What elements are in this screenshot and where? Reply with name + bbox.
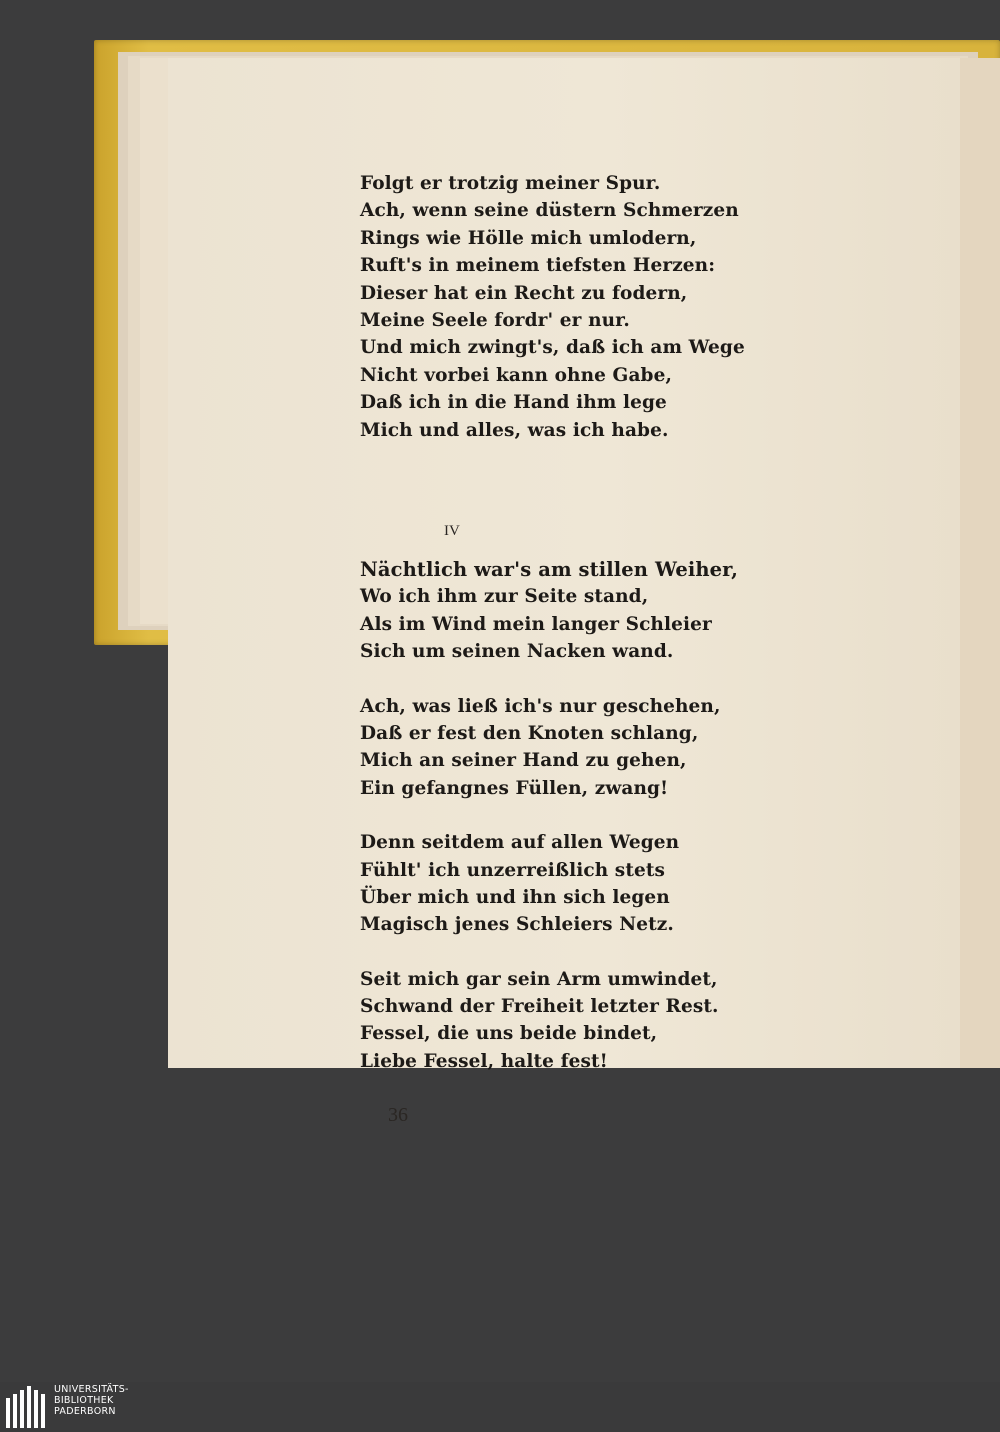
poem-line: Magisch jenes Schleiers Netz. xyxy=(360,914,674,936)
poem-line: Daß ich in die Hand ihm lege xyxy=(360,392,667,414)
poem-line: Ach, wenn seine düstern Schmerzen xyxy=(360,200,739,222)
poem-line: Nächtlich war's am stillen Weiher, xyxy=(360,558,738,581)
poem-line: Denn seitdem auf allen Wegen xyxy=(360,832,680,854)
poem-line: Meine Seele fordr' er nur. xyxy=(360,309,630,331)
library-logo-icon xyxy=(6,1384,46,1428)
library-name-line: UNIVERSITÄTS- xyxy=(54,1384,129,1395)
stanza xyxy=(360,966,719,1076)
poem-line: Ach, was ließ ich's nur geschehen, xyxy=(360,695,721,717)
poem-line: Nicht vorbei kann ohne Gabe, xyxy=(360,364,672,386)
footer-bar xyxy=(0,1382,1000,1432)
stanza xyxy=(360,829,690,939)
library-name xyxy=(54,1384,129,1417)
poem-line: Daß er fest den Knoten schlang, xyxy=(360,722,699,744)
poem-iv-block xyxy=(360,556,738,1075)
library-name-line: BIBLIOTHEK xyxy=(54,1395,114,1406)
facing-page-edge xyxy=(960,58,1000,1068)
poem-line: Wo ich ihm zur Seite stand, xyxy=(360,586,649,608)
poem-line: Sich um seinen Nacken wand. xyxy=(360,641,674,663)
poem-top-stanza xyxy=(360,170,745,444)
poem-line: Fühlt' ich unzerreißlich stets xyxy=(360,859,665,881)
poem-line: Rings wie Hölle mich umlodern, xyxy=(360,227,697,249)
poem-line: Ruft's in meinem tiefsten Herzen: xyxy=(360,255,716,277)
poem-line: Und mich zwingt's, daß ich am Wege xyxy=(360,337,745,359)
stanza xyxy=(360,693,721,803)
poem-text-block xyxy=(360,170,745,444)
stanza xyxy=(360,556,738,666)
poem-line: Mich und alles, was ich habe. xyxy=(360,419,669,441)
poem-line: Schwand der Freiheit letzter Rest. xyxy=(360,996,719,1018)
poem-line: Seit mich gar sein Arm umwindet, xyxy=(360,968,718,990)
poem-line: Mich an seiner Hand zu gehen, xyxy=(360,750,687,772)
library-name-line: PADERBORN xyxy=(54,1406,116,1417)
poem-line: Fessel, die uns beide bindet, xyxy=(360,1023,658,1045)
poem-line: Über mich und ihn sich legen xyxy=(360,886,670,908)
page-number: 36 xyxy=(388,1104,408,1126)
poem-line: Liebe Fessel, halte fest! xyxy=(360,1050,608,1072)
section-numeral: IV xyxy=(444,523,460,539)
poem-line: Dieser hat ein Recht zu fodern, xyxy=(360,282,688,304)
poem-line: Als im Wind mein langer Schleier xyxy=(360,613,712,635)
poem-line: Folgt er trotzig meiner Spur. xyxy=(360,173,661,194)
poem-line: Ein gefangnes Füllen, zwang! xyxy=(360,777,669,799)
